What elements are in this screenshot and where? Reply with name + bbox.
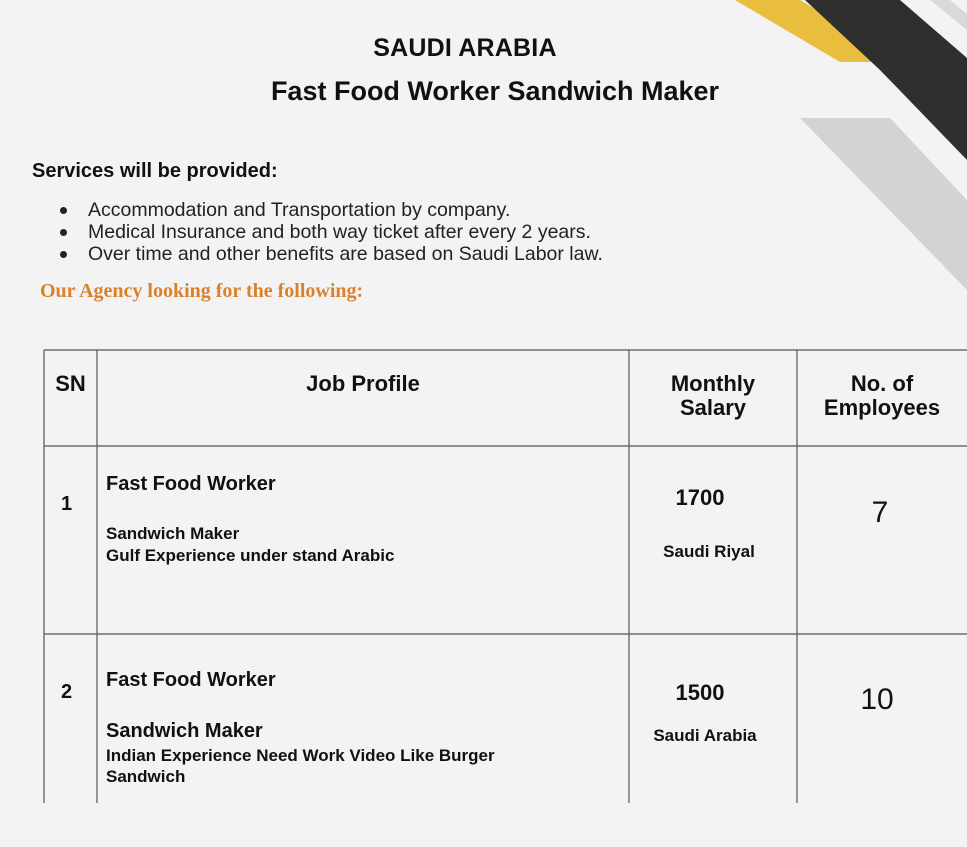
agency-heading: Our Agency looking for the following:	[40, 280, 364, 302]
row-1-detail: Gulf Experience under stand Arabic	[106, 546, 395, 565]
job-title: Fast Food Worker Sandwich Maker	[270, 76, 720, 106]
column-header-employees	[797, 372, 967, 420]
row-1-subtitle: Sandwich Maker	[106, 524, 240, 543]
column-header-job-profile: Job Profile	[306, 371, 420, 396]
row-1-currency: Saudi Riyal	[663, 542, 755, 561]
row-2-sn: 2	[60, 681, 73, 703]
list-item: Medical Insurance and both way ticket after every 2 years.	[88, 221, 603, 243]
row-2-detail: Indian Experience Need Work Video Like Burger Sandwich	[106, 746, 495, 786]
row-2-employees: 10	[860, 683, 894, 716]
column-header-employees-line: Employees	[823, 395, 941, 420]
list-item: Accommodation and Transportation by company.	[88, 199, 603, 221]
row-2-title: Fast Food Worker	[106, 669, 276, 691]
row-2-currency: Saudi Arabia	[653, 726, 757, 745]
row-2-salary: 1500	[675, 680, 725, 705]
column-header-sn: SN	[55, 371, 86, 396]
column-header-salary	[629, 372, 797, 420]
row-1-salary: 1700	[675, 485, 725, 510]
list-item: Over time and other benefits are based on Saudi Labor law.	[88, 243, 603, 265]
services-list	[88, 199, 603, 265]
row-2-subtitle: Sandwich Maker	[106, 720, 263, 742]
services-heading: Services will be provided:	[32, 160, 278, 182]
column-header-salary-line: Salary	[679, 395, 747, 420]
column-header-salary-line: Monthly	[670, 371, 756, 396]
light-stripe-top	[930, 0, 967, 30]
row-1-title: Fast Food Worker	[106, 473, 276, 495]
row-1-sn: 1	[60, 493, 73, 515]
column-header-employees-line: No. of	[850, 371, 914, 396]
country-title: SAUDI ARABIA	[373, 34, 557, 62]
row-1-employees: 7	[871, 496, 889, 529]
grey-stripe	[800, 118, 967, 290]
